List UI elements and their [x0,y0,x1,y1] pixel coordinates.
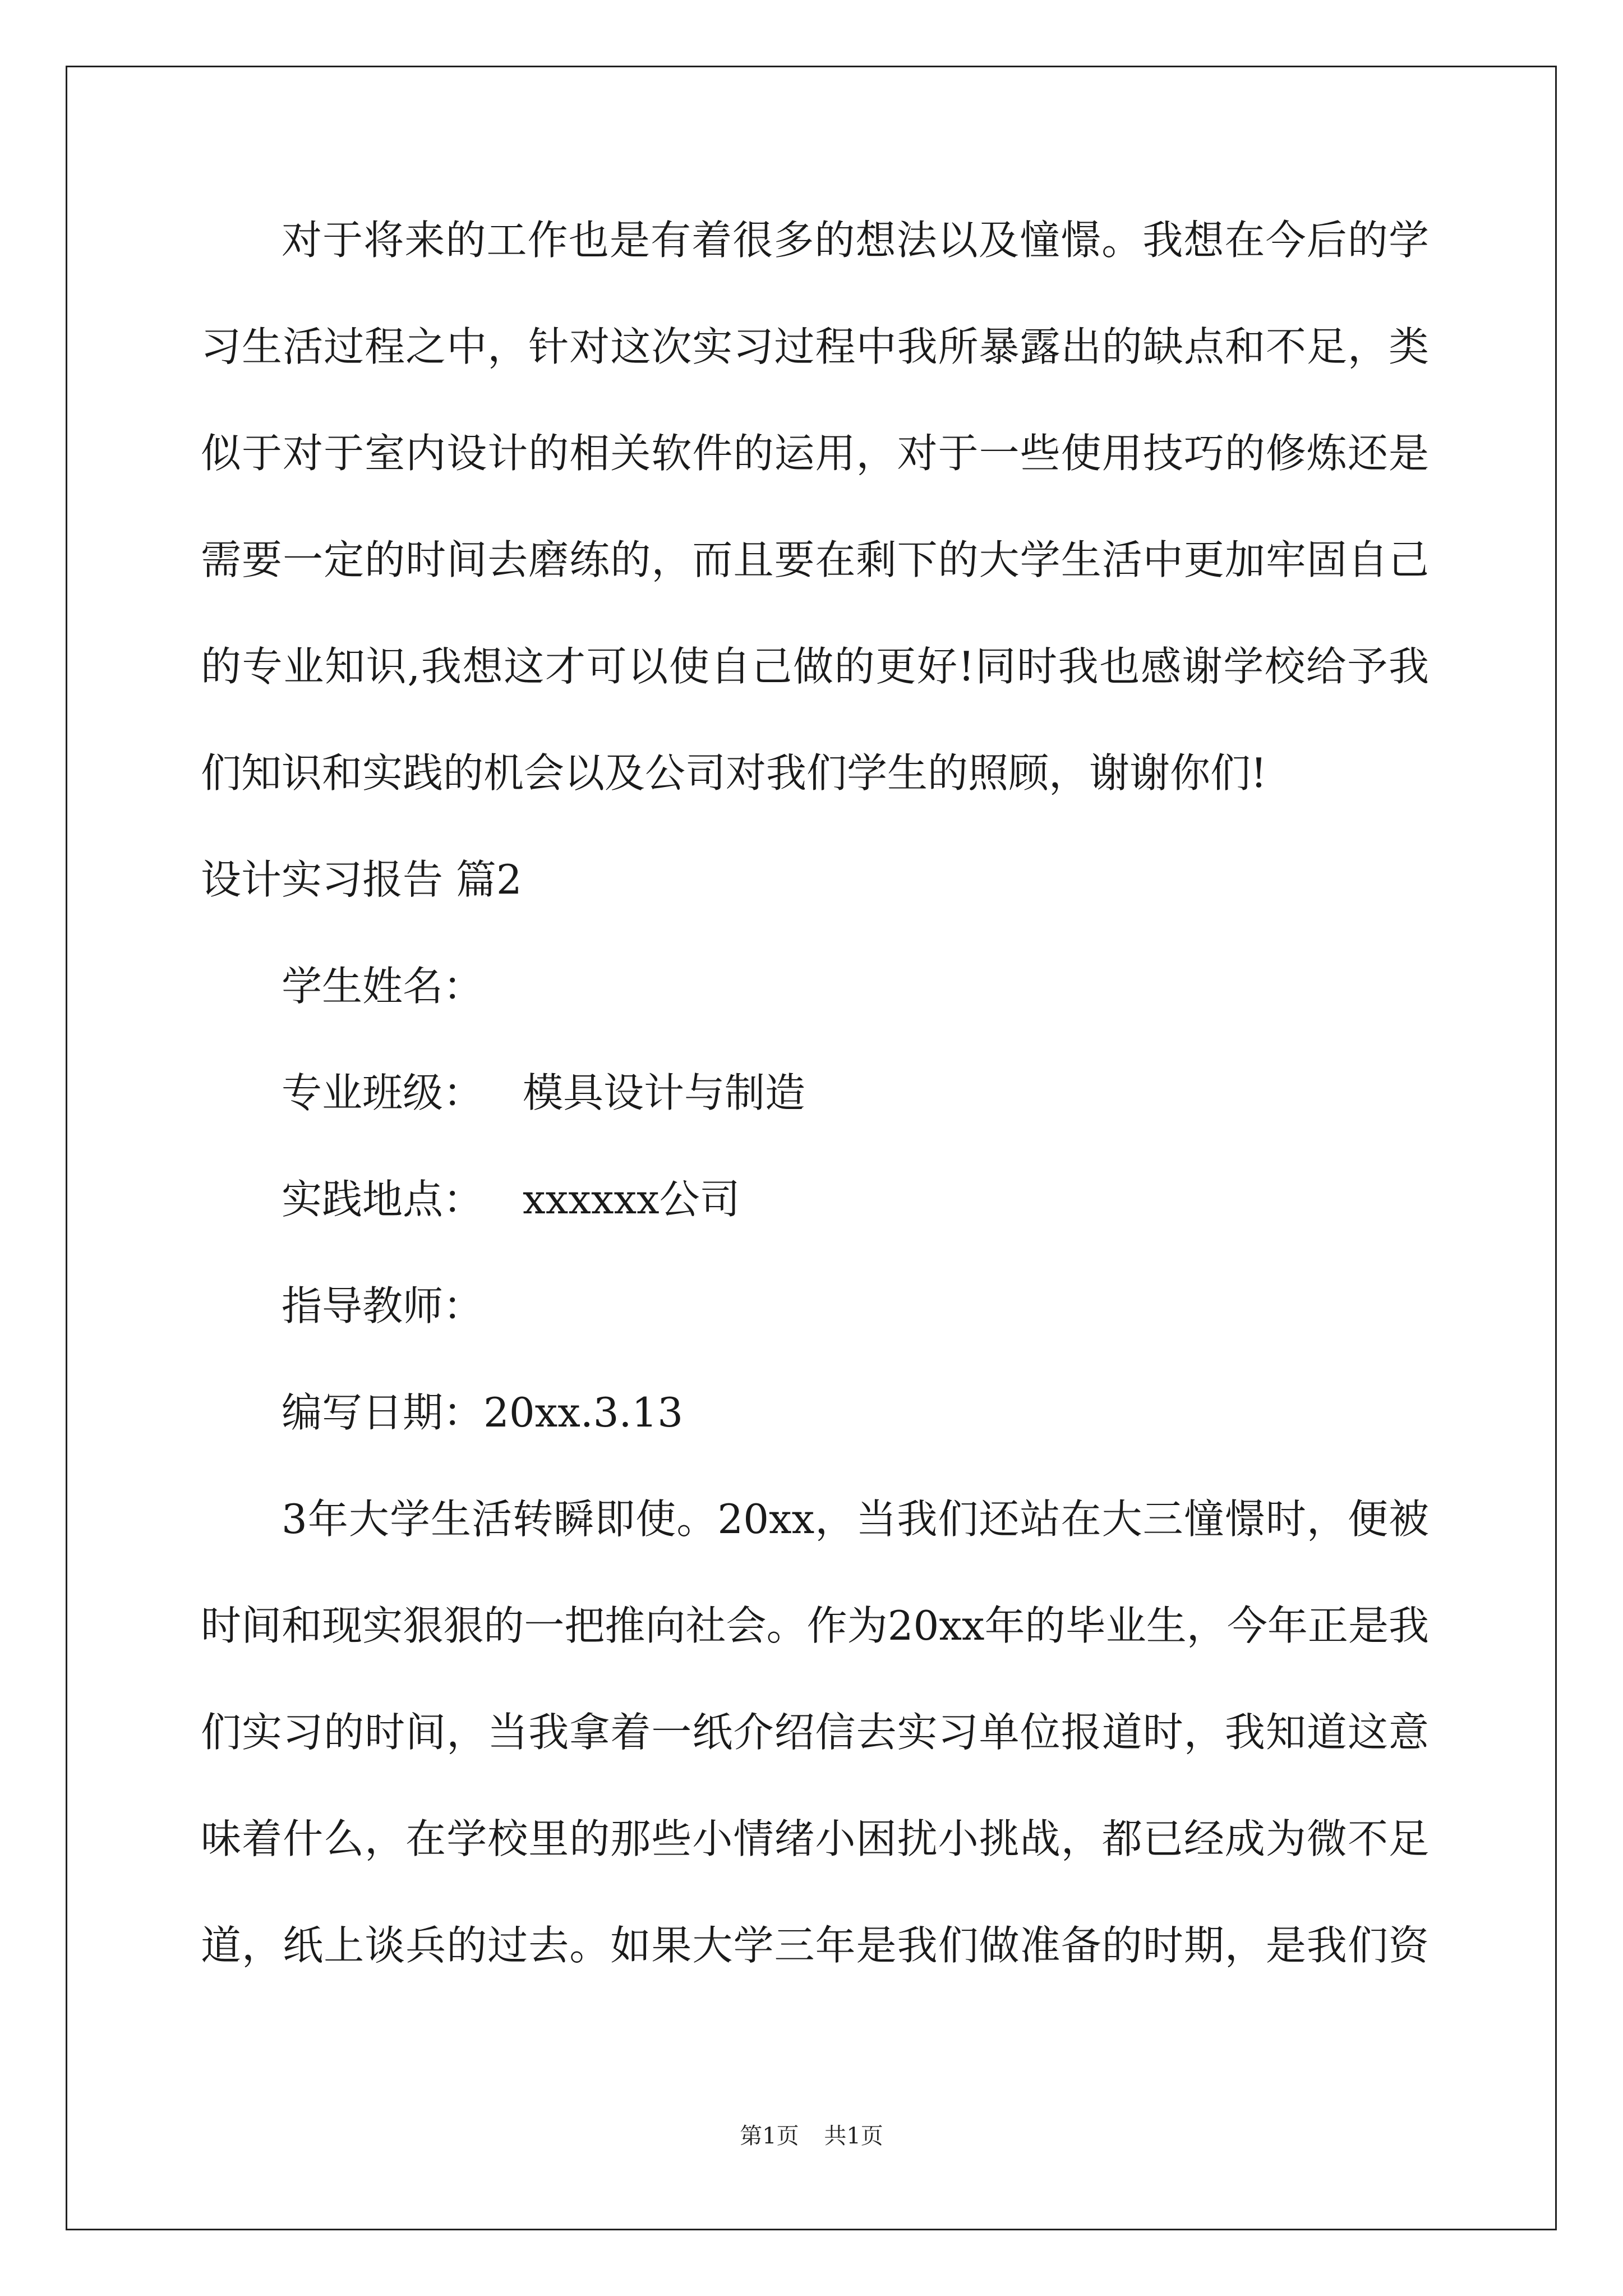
instructor-label: 指导教师： [282,1282,484,1329]
page-number-total: 共1页 [824,2123,883,2149]
class-label: 专业班级： [282,1069,484,1116]
section-title: 设计实习报告 篇2 [201,856,522,903]
paragraph-line: 3年大学生活转瞬即使。20xx，当我们还站在大三憧憬时，便被 [282,1496,1429,1543]
location-field [282,1172,740,1226]
student-name-field [282,959,483,1013]
student-name-label: 学生姓名： [282,963,484,1010]
instructor-field [282,1279,483,1333]
class-field [282,1066,805,1120]
paragraph-line: 时间和现实狠狠的一把推向社会。作为20xx年的毕业生，今年正是我 [201,1602,1429,1649]
class-value: 模具设计与制造 [523,1069,806,1116]
date-value: 20xx.3.13 [483,1389,684,1436]
date-label: 编写日期： [282,1389,484,1436]
paragraph-line: 们实习的时间，当我拿着一纸介绍信去实习单位报道时，我知道这意 [201,1709,1429,1756]
paragraph-line: 对于将来的工作也是有着很多的想法以及憧憬。我想在今后的学 [282,217,1429,264]
location-label: 实践地点： [282,1176,484,1223]
paragraph-line: 味着什么，在学校里的那些小情绪小困扰小挑战，都已经成为微不足 [201,1815,1429,1862]
page-footer [0,2118,1623,2150]
page-number-current: 第1页 [740,2123,799,2149]
paragraph-line: 们知识和实践的机会以及公司对我们学生的照顾，谢谢你们! [201,749,1267,797]
paragraph-line: 需要一定的时间去磨练的，而且要在剩下的大学生活中更加牢固自己 [201,536,1429,583]
paragraph-line: 的专业知识,我想这才可以使自己做的更好!同时我也感谢学校给予我 [201,643,1429,690]
location-value: xxxxxx公司 [523,1176,740,1223]
paragraph-line: 似于对于室内设计的相关软件的运用，对于一些使用技巧的修炼还是 [201,430,1429,477]
date-field [282,1386,683,1439]
paragraph-line: 道，纸上谈兵的过去。如果大学三年是我们做准备的时期，是我们资 [201,1922,1429,1969]
page-border [66,66,1557,2230]
paragraph-line: 习生活过程之中，针对这次实习过程中我所暴露出的缺点和不足，类 [201,323,1429,370]
